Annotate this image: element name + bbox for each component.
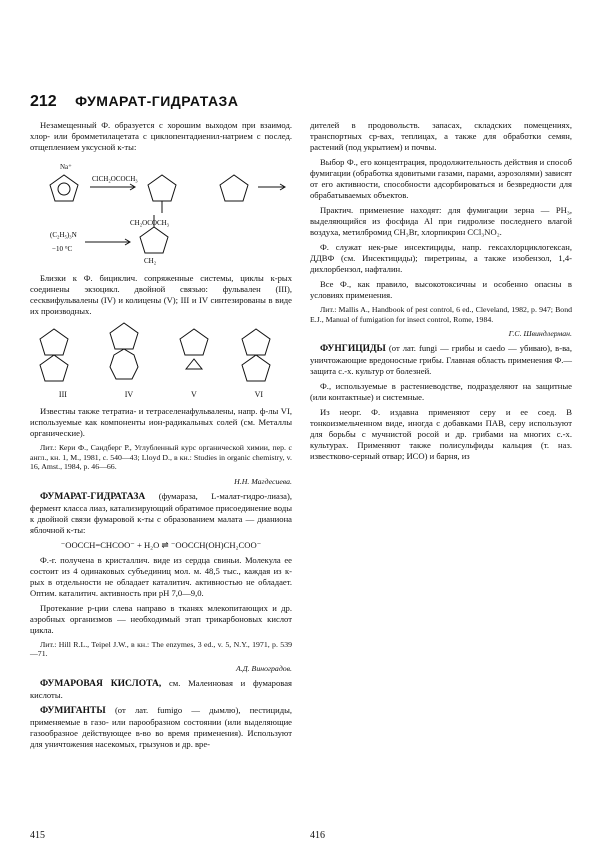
fulvene-ring	[140, 227, 168, 253]
entry-title-fungicides: ФУНГИЦИДЫ	[320, 344, 386, 354]
practical-use-paragraph: Практич. применение находят: для фумигации зерна — PH₃, выделяющийся из фосфида Al при гидролизе последнего влагой воздуха, метилбромид CH₃Br, хлорпикрин CCl₃NO₂.	[310, 205, 572, 237]
label-vi: VI	[254, 390, 264, 399]
fulvene-intro: Незамещенный Ф. образуется с хорошим выходом при взаимод. хлор- или бромметилацетата с циклопентадиенил-натрием с послед. отщеплением уксусной к-ты:	[30, 120, 292, 152]
isomer-ring	[220, 175, 248, 201]
synthesis-scheme	[30, 157, 292, 267]
methylene-label: CH₂	[144, 257, 157, 265]
header-page-number: 212	[30, 93, 57, 110]
author-1: Н.Н. Магдесиева.	[234, 476, 292, 486]
reagent-2: (C₂H₅)₃N	[50, 231, 77, 239]
literature-3: Лит.: Mallis A., Handbook of pest control, 6 ed., Cleveland, 1982, p. 947; Bond E.J., Manual of fumigation for insect control, Rome, 1984.	[310, 305, 572, 324]
tetrathia-paragraph: Известны также тетратиа- и тетраселенафульвалены, напр. ф-лы VI, используемые как компоненты ион-радикальных солей (см. Металлы органические).	[30, 406, 292, 438]
cyclopentadienyl-ring	[50, 175, 78, 201]
reaction-equation: ⁻OOCCH=CHCOO⁻ + H₂O ⇌ ⁻OOCCH(OH)CH₂COO⁻	[60, 539, 262, 550]
svg-text:Na⁺: Na⁺	[60, 163, 72, 171]
entry-title-fumaric-acid: ФУМАРОВАЯ КИСЛОТА,	[40, 678, 162, 689]
fungicide-classes-paragraph: Ф., используемые в растениеводстве, подразделяют на защитные (или контактные) и системные.	[310, 381, 572, 402]
label-iii: III	[58, 390, 67, 399]
label-iv: IV	[124, 390, 134, 399]
reaction-direction-paragraph: Протекание р-ции слева направо в тканях млекопитающих и др. аэробных организмов — необходимый этап трикарбоновых кислот цикла.	[30, 602, 292, 635]
fumarate-hydratase-intro: (фумараза, L-малат-гидро-лиаза), фермент класса лиаз, катализирующий обратимое присоединение воды к двойной связи фумаровой к-ты с образованием малата — дианиона яблочной к-ты:	[30, 490, 292, 535]
fumigants-intro: (от лат. fumigo — дымлю), пестициды, применяемые в газо- или парообразном состоянии (или выделяющие газообразное действующее в-во во время применения). Используют для уничтожения насекомых, грызунов и др. вре-	[30, 704, 292, 749]
page-header	[30, 93, 330, 111]
fungicides-intro: (от лат. fungi — грибы и caedo — убиваю), в-ва, уничтожающие вредоносные грибы. Главная область применения Ф.— защита с.-х. культур от болезней.	[310, 343, 572, 376]
fumigants-continued: дителей в продовольств. запасах, складских помещениях, транспортных ср-вах, теплицах, а также для обработки семян, растений (под укрытием) и почвы.	[310, 120, 572, 152]
bicyclic-systems-paragraph: Близки к Ф. бициклич. сопряженные системы, циклы к-рых соединены экзоцикл. двойной связью: фульвален (III), сесквифульвалены (IV) и колицены (V); III и IV синтезированы в виде их производных.	[30, 273, 292, 316]
reaction-temperature: −10 °C	[52, 245, 73, 253]
toxicity-paragraph: Все Ф., как правило, высокотоксичны и особенно опасны в условиях применения.	[310, 279, 572, 300]
product-label: CH₂OCOCH₃	[130, 219, 170, 227]
fumaric-acid-reference: см. Малеиновая и фумаровая кислоты.	[30, 677, 292, 700]
aromatic-circle	[58, 183, 70, 195]
fulvalene-structures	[30, 321, 292, 383]
intermediate-ring	[148, 175, 176, 201]
header-heading: ФУМАРАТ-ГИДРАТАЗА	[75, 93, 239, 109]
author-2: А.Д. Виноградов.	[235, 663, 292, 673]
author-3: Г.С. Швиндлерман.	[508, 329, 572, 338]
enzyme-structure-paragraph: Ф.-г. получена в кристаллич. виде из сердца свиньи. Молекула ее состоит из 4 одинаковых субъединиц мол. м. 48,5 тыс., каждая из к-рых в отдельности не обладает каталитич. активностью не обладает. Оптим. каталитич. активность при pH 7,0—9,0.	[30, 554, 292, 598]
right-column	[310, 120, 572, 466]
inorganic-fungicides-paragraph: Из неорг. Ф. издавна применяют серу и ее соед. В тонкоизмельченном виде, иногда с добавками ПАВ, серу используют для борьбы с мучнистой росой и др. грибами на многих с.-х. культурах. Применяют также полисульфиды кальция (т. наз. известково-серный отвар; ИСО) и барня, из	[310, 407, 572, 461]
entry-title-fumarate-hydratase: ФУМАРАТ-ГИДРАТАЗА	[40, 491, 146, 502]
structure-labels	[30, 389, 292, 400]
literature-1: Лит.: Кери Ф., Сандберг Р., Углубленный курс органической химии, пер. с англ., кн. 1, М., 1981, с. 540—43; Lloyd D., в кн.: Studies in organic chemistry, v. 16, Amst., 1984, p. 46—66.	[30, 443, 292, 471]
reagent-1: ClCH₂OCOCH₃	[92, 175, 138, 183]
literature-2: Лит.: Hill R.L., Teipel J.W., в кн.: The enzymes, 3 ed., v. 5, N.Y., 1971, p. 539—71.	[30, 639, 292, 658]
label-v: V	[191, 390, 197, 399]
insecticides-paragraph: Ф. служат нек-рые инсектициды, напр. гексахлорциклогексан, ДДВФ (см. Инсектициды); пиретрины, а также изобензол, 1,4-дихлорбензол, нафталин.	[310, 242, 572, 274]
footer-page-left: 415	[30, 830, 45, 841]
footer-page-right: 416	[310, 830, 325, 841]
fumigant-choice-paragraph: Выбор Ф., его концентрация, продолжительность действия и способ фумигации (обработка ядовитыми газами, парами, аэрозолями) зависят от его активности, способности адсорбироваться и безвредности для обрабатываемых объектов.	[310, 157, 572, 200]
left-column	[30, 120, 292, 754]
entry-title-fumigants: ФУМИГАНТЫ	[40, 705, 106, 716]
